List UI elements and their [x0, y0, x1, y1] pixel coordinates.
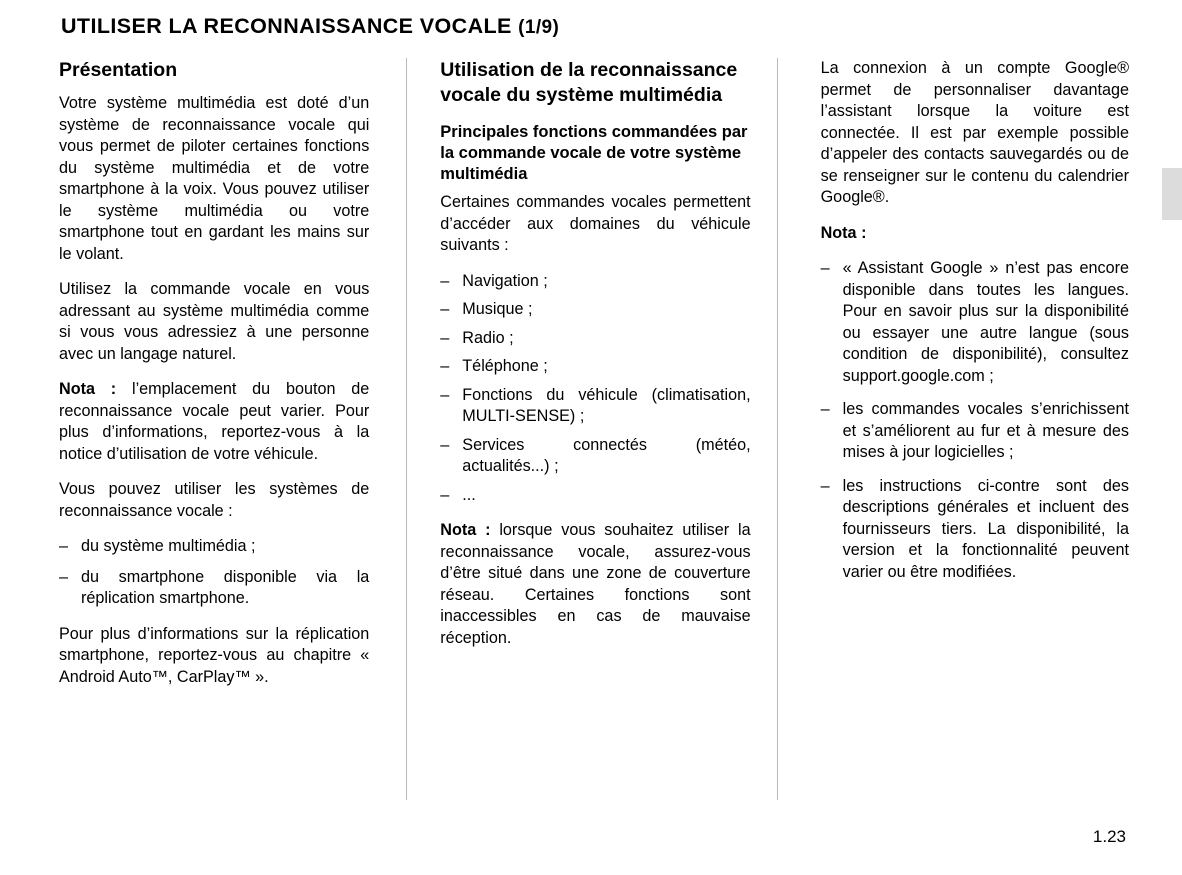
- dash-bullet-icon: –: [440, 385, 450, 404]
- nota-text: lorsque vous souhaitez utiliser la reconnaissance vocale, assurez-vous d’être situé dans une zone de couverture réseau. Certaines fonctions sont inaccessibles en cas de mauvaise réception.: [440, 521, 751, 647]
- list-item: [821, 399, 1129, 464]
- dash-bullet-icon: –: [440, 357, 450, 375]
- list-item: [440, 385, 750, 428]
- list-item-label: les instructions ci-contre sont des descriptions générales et incluent des fournisseurs tiers. La disponibilité, la version et la fonctionnalité peuvent varier ou être modifiées.: [842, 476, 1129, 581]
- list-item: [440, 299, 750, 321]
- page-title-text: UTILISER LA RECONNAISSANCE VOCALE: [61, 14, 512, 38]
- paragraph-systems: Vous pouvez utiliser les systèmes de reconnaissance vocale :: [59, 480, 370, 520]
- page-counter: (1/9): [518, 17, 560, 38]
- list-item-label: « Assistant Google » n’est pas encore disponible dans toutes les langues. Pour en savoir plus sur la disponibilité ou essayer une autre langue (sous condition de disponibilité), consultez support.google.com ;: [842, 259, 1129, 385]
- dash-bullet-icon: –: [820, 259, 830, 277]
- dash-bullet-icon: –: [440, 328, 450, 347]
- nota-label: Nota :: [820, 223, 867, 242]
- paragraph-replication: Pour plus d’informations sur la réplication smartphone, reportez-vous au chapitre « Android Auto™, CarPlay™ ».: [59, 624, 370, 686]
- list-item-label: Musique ;: [462, 300, 533, 318]
- dash-bullet-icon: –: [820, 400, 830, 418]
- dash-bullet-icon: –: [440, 485, 450, 504]
- list-item-label: du système multimédia ;: [81, 537, 256, 555]
- section-heading-presentation: Présentation: [59, 59, 178, 81]
- list-item-label: les commandes vocales s’enrichissent et s’améliorent au fur et à mesure des mises à jour logicielles ;: [842, 400, 1129, 461]
- dash-bullet-icon: –: [59, 537, 69, 555]
- nota-text: l’emplacement du bouton de reconnaissance vocale peut varier. Pour plus d’informations, reportez-vous à la notice d’utilisation de votre véhicule.: [59, 380, 370, 463]
- dash-bullet-icon: –: [440, 300, 450, 318]
- nota-label: Nota :: [59, 380, 117, 398]
- list-item: [440, 485, 750, 507]
- subsection-heading-main-functions: Principales fonctions commandées par la commande vocale de votre système multimédia: [440, 123, 748, 183]
- column-presentation: [59, 58, 369, 688]
- page-title: [61, 14, 559, 39]
- paragraph-intro: Votre système multimédia est doté d’un système de reconnaissance vocale qui vous permet de piloter certaines fonctions du système multimédia et de votre smartphone à la voix. Vous pouvez utiliser le système multimédia ou votre smartphone tout en gardant les mains sur le volant.: [59, 94, 370, 263]
- list-item: [821, 476, 1129, 584]
- list-item-label: ...: [462, 485, 476, 504]
- nota-google-label-block: [821, 223, 1129, 245]
- list-item-label: du smartphone disponible via la réplication smartphone.: [81, 567, 370, 607]
- page-number: 1.23: [1092, 827, 1126, 846]
- nota-location: [59, 379, 369, 465]
- section-heading-usage: Utilisation de la reconnaissance vocale du système multimédia: [440, 59, 738, 106]
- list-item: [59, 567, 369, 610]
- list-item-label: Radio ;: [462, 328, 514, 347]
- list-domains: [440, 271, 750, 507]
- list-item: [440, 356, 750, 378]
- list-item: [440, 435, 750, 478]
- dash-bullet-icon: –: [59, 567, 69, 586]
- dash-bullet-icon: –: [440, 271, 450, 290]
- list-item: [821, 258, 1129, 387]
- nota-network: [440, 520, 750, 649]
- paragraph-usage: Utilisez la commande vocale en vous adressant au système multimédia comme si vous vous adressiez à une personne avec un langage naturel.: [59, 280, 370, 363]
- nota-label: Nota :: [440, 521, 491, 539]
- dash-bullet-icon: –: [820, 476, 830, 495]
- column-google: [796, 58, 1129, 688]
- list-google-notes: [821, 258, 1129, 583]
- content-columns: [59, 58, 1129, 688]
- list-item: [440, 328, 750, 350]
- column-usage: [414, 58, 750, 688]
- list-item: [59, 536, 369, 558]
- list-item-label: Navigation ;: [462, 271, 548, 290]
- chapter-edge-tab: [1162, 168, 1182, 220]
- list-item-label: Téléphone ;: [462, 357, 548, 375]
- dash-bullet-icon: –: [440, 435, 450, 454]
- list-systems: [59, 536, 369, 610]
- list-item-label: Fonctions du véhicule (climatisation, MULTI-SENSE) ;: [462, 385, 751, 425]
- paragraph-domains: Certaines commandes vocales permettent d’accéder aux domaines du véhicule suivants :: [440, 193, 751, 254]
- list-item-label: Services connectés (météo, actualités...) ;: [462, 435, 751, 475]
- list-item: [440, 271, 750, 293]
- paragraph-google-account: La connexion à un compte Google® permet de personnaliser davantage l’assistant lorsque la voiture est connectée. Il est par exemple possible d’appeler des contacts sauvegardés ou de se renseigner sur le contenu du calendrier Google®.: [820, 59, 1129, 206]
